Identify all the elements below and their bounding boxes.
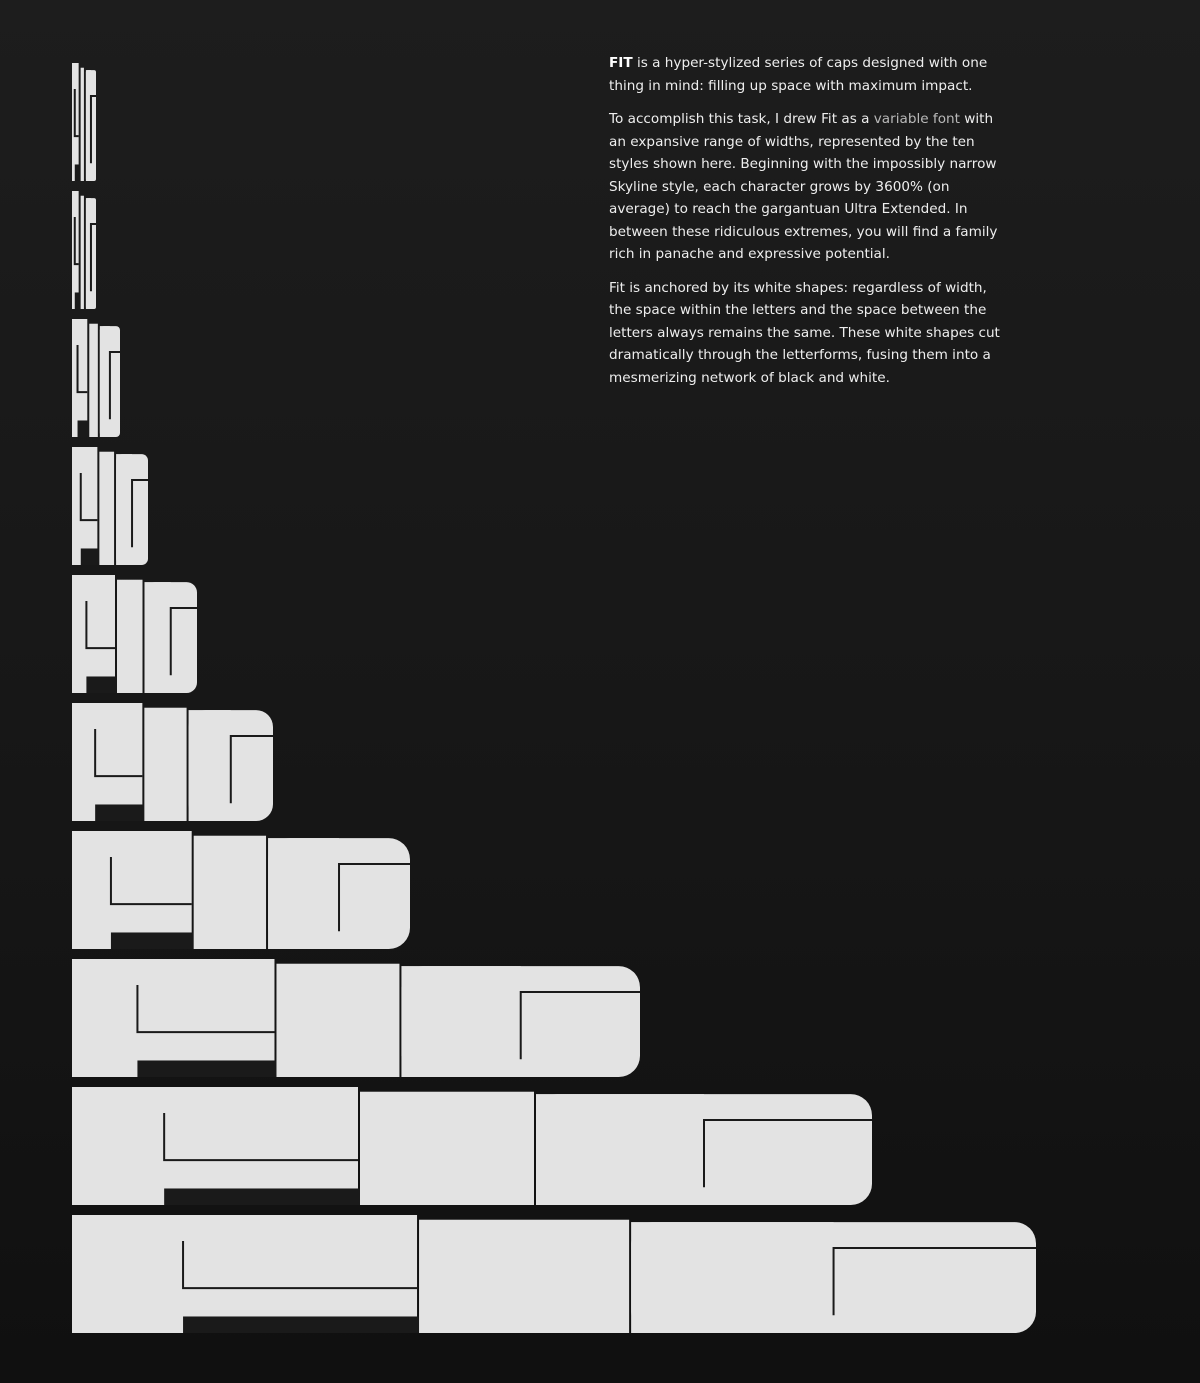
letter-f bbox=[72, 1215, 419, 1333]
white-shapes-paragraph: Fit is anchored by its white shapes: regardless of width, the space within the letters and the space between the letters always remains the same. These white shapes cut dramatically through the letterforms, fusing them into a mesmerizing network of black and white. bbox=[609, 279, 1000, 386]
letter-i bbox=[276, 964, 399, 1077]
letter-t bbox=[536, 1094, 872, 1205]
letter-i bbox=[419, 1220, 629, 1333]
fit-word-style-6 bbox=[72, 703, 273, 821]
letter-t bbox=[86, 198, 96, 309]
letter-i bbox=[117, 580, 143, 693]
letter-f bbox=[72, 959, 276, 1077]
letter-f bbox=[72, 319, 89, 437]
fit-word-style-3 bbox=[72, 319, 120, 437]
letter-f bbox=[72, 63, 81, 181]
fit-word-style-1 bbox=[72, 63, 96, 181]
letter-f bbox=[72, 703, 144, 821]
fit-word-style-2 bbox=[72, 191, 96, 309]
letter-i bbox=[360, 1092, 534, 1205]
fit-word-style-8 bbox=[72, 959, 640, 1077]
letter-f bbox=[72, 447, 99, 565]
letter-t bbox=[100, 326, 120, 437]
letter-i bbox=[99, 452, 114, 565]
fit-word-style-9 bbox=[72, 1087, 872, 1205]
letter-f bbox=[72, 1087, 360, 1205]
letter-t bbox=[116, 454, 148, 565]
letter-f bbox=[72, 575, 117, 693]
letter-f bbox=[72, 831, 194, 949]
letter-i bbox=[194, 836, 266, 949]
letter-t bbox=[189, 710, 273, 821]
letter-t bbox=[401, 966, 640, 1077]
fit-word-style-5 bbox=[72, 575, 197, 693]
fit-word-style-7 bbox=[72, 831, 410, 949]
letter-i bbox=[81, 68, 84, 181]
letter-f bbox=[72, 191, 81, 309]
intro-paragraph: FIT is a hyper-stylized series of caps designed with one thing in mind: filling up space with maximum impact. bbox=[609, 55, 988, 94]
letter-t bbox=[86, 70, 96, 181]
fit-name: FIT bbox=[609, 55, 633, 71]
letter-i bbox=[144, 708, 186, 821]
variable-font-paragraph: To accomplish this task, I drew Fit as a variable font with an expansive range of widths, represented by the ten styles shown here. Beginning with the impossibly narrow Skyline style, each character grows by 3600% (on average) to reach the gargantuan Ultra Extended. In between these ridiculous extremes, you will find a family rich in panache and expressive potential. bbox=[609, 111, 998, 262]
description-text bbox=[609, 52, 1001, 400]
fit-word-style-10 bbox=[72, 1215, 1036, 1333]
variable-font-link[interactable]: variable font bbox=[873, 111, 960, 127]
letter-t bbox=[631, 1222, 1036, 1333]
letter-i bbox=[81, 196, 84, 309]
letter-t bbox=[268, 838, 410, 949]
letter-i bbox=[89, 324, 98, 437]
letter-t bbox=[145, 582, 198, 693]
fit-word-style-4 bbox=[72, 447, 148, 565]
